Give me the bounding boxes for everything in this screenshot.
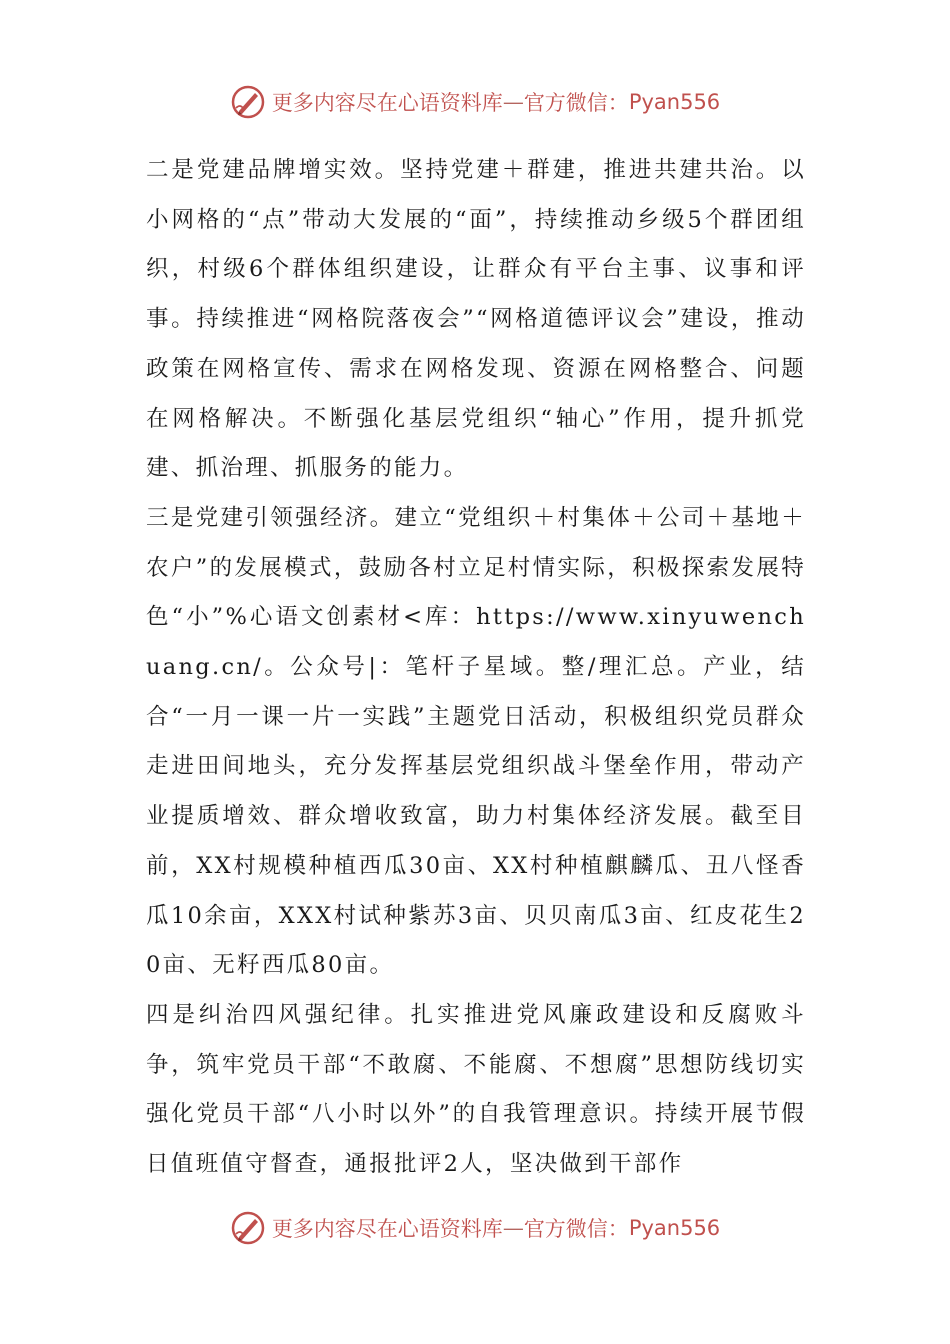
watermark-wechat-id: Pyan556 xyxy=(628,90,721,114)
pen-logo-icon xyxy=(230,84,266,120)
paragraph-discipline: 四是纠治四风强纪律。扎实推进党风廉政建设和反腐败斗争，筑牢党员干部“不敢腐、不能腐、不想腐”思想防线切实强化党员干部“八小时以外”的自我管理意识。持续开展节假日值班值守督查，通报批评2人，坚决做到干部作 xyxy=(146,1001,806,1178)
pen-logo-icon xyxy=(230,1210,266,1246)
header-watermark xyxy=(0,80,950,124)
document-body xyxy=(146,146,806,1190)
watermark-separator: — xyxy=(502,1216,524,1240)
paragraph-party-economy: 三是党建引领强经济。建立“党组织＋村集体＋公司＋基地＋农户”的发展模式，鼓励各村立足村情实际，积极探索发展特色“小”%心语文创素材<库：https://www.xinyuwenchuang.cn/。公众号|：笔杆子星域。整/理汇总。产业，结合“一月一课一片一实践”主题党日活动，积极组织党员群众走进田间地头，充分发挥基层党组织战斗堡垒作用，带动产业提质增效、群众增收致富，助力村集体经济发展。截至目前，XX村规模种植西瓜30亩、XX村种植麒麟瓜、丑八怪香瓜10余亩，XXX村试种紫苏3亩、贝贝南瓜3亩、红皮花生20亩、无籽西瓜80亩。 xyxy=(146,504,806,979)
watermark-wechat-label: 官方微信： xyxy=(523,1217,629,1241)
watermark-separator: — xyxy=(502,90,524,114)
watermark-text: 更多内容尽在心语资料库 xyxy=(271,1217,503,1241)
paragraph-party-brand: 二是党建品牌增实效。坚持党建＋群建，推进共建共治。以小网格的“点”带动大发展的“面”，持续推动乡级5个群团组织，村级6个群体组织建设，让群众有平台主事、议事和评事。持续推进“网格院落夜会”“网格道德评议会”建设，推动政策在网格宣传、需求在网格发现、资源在网格整合、问题在网格解决。不断强化基层党组织“轴心”作用，提升抓党建、抓治理、抓服务的能力。 xyxy=(146,157,806,482)
watermark-text: 更多内容尽在心语资料库 xyxy=(271,91,503,115)
footer-watermark xyxy=(0,1206,950,1250)
watermark-wechat-label: 官方微信： xyxy=(523,91,629,115)
watermark-wechat-id: Pyan556 xyxy=(628,1216,721,1240)
